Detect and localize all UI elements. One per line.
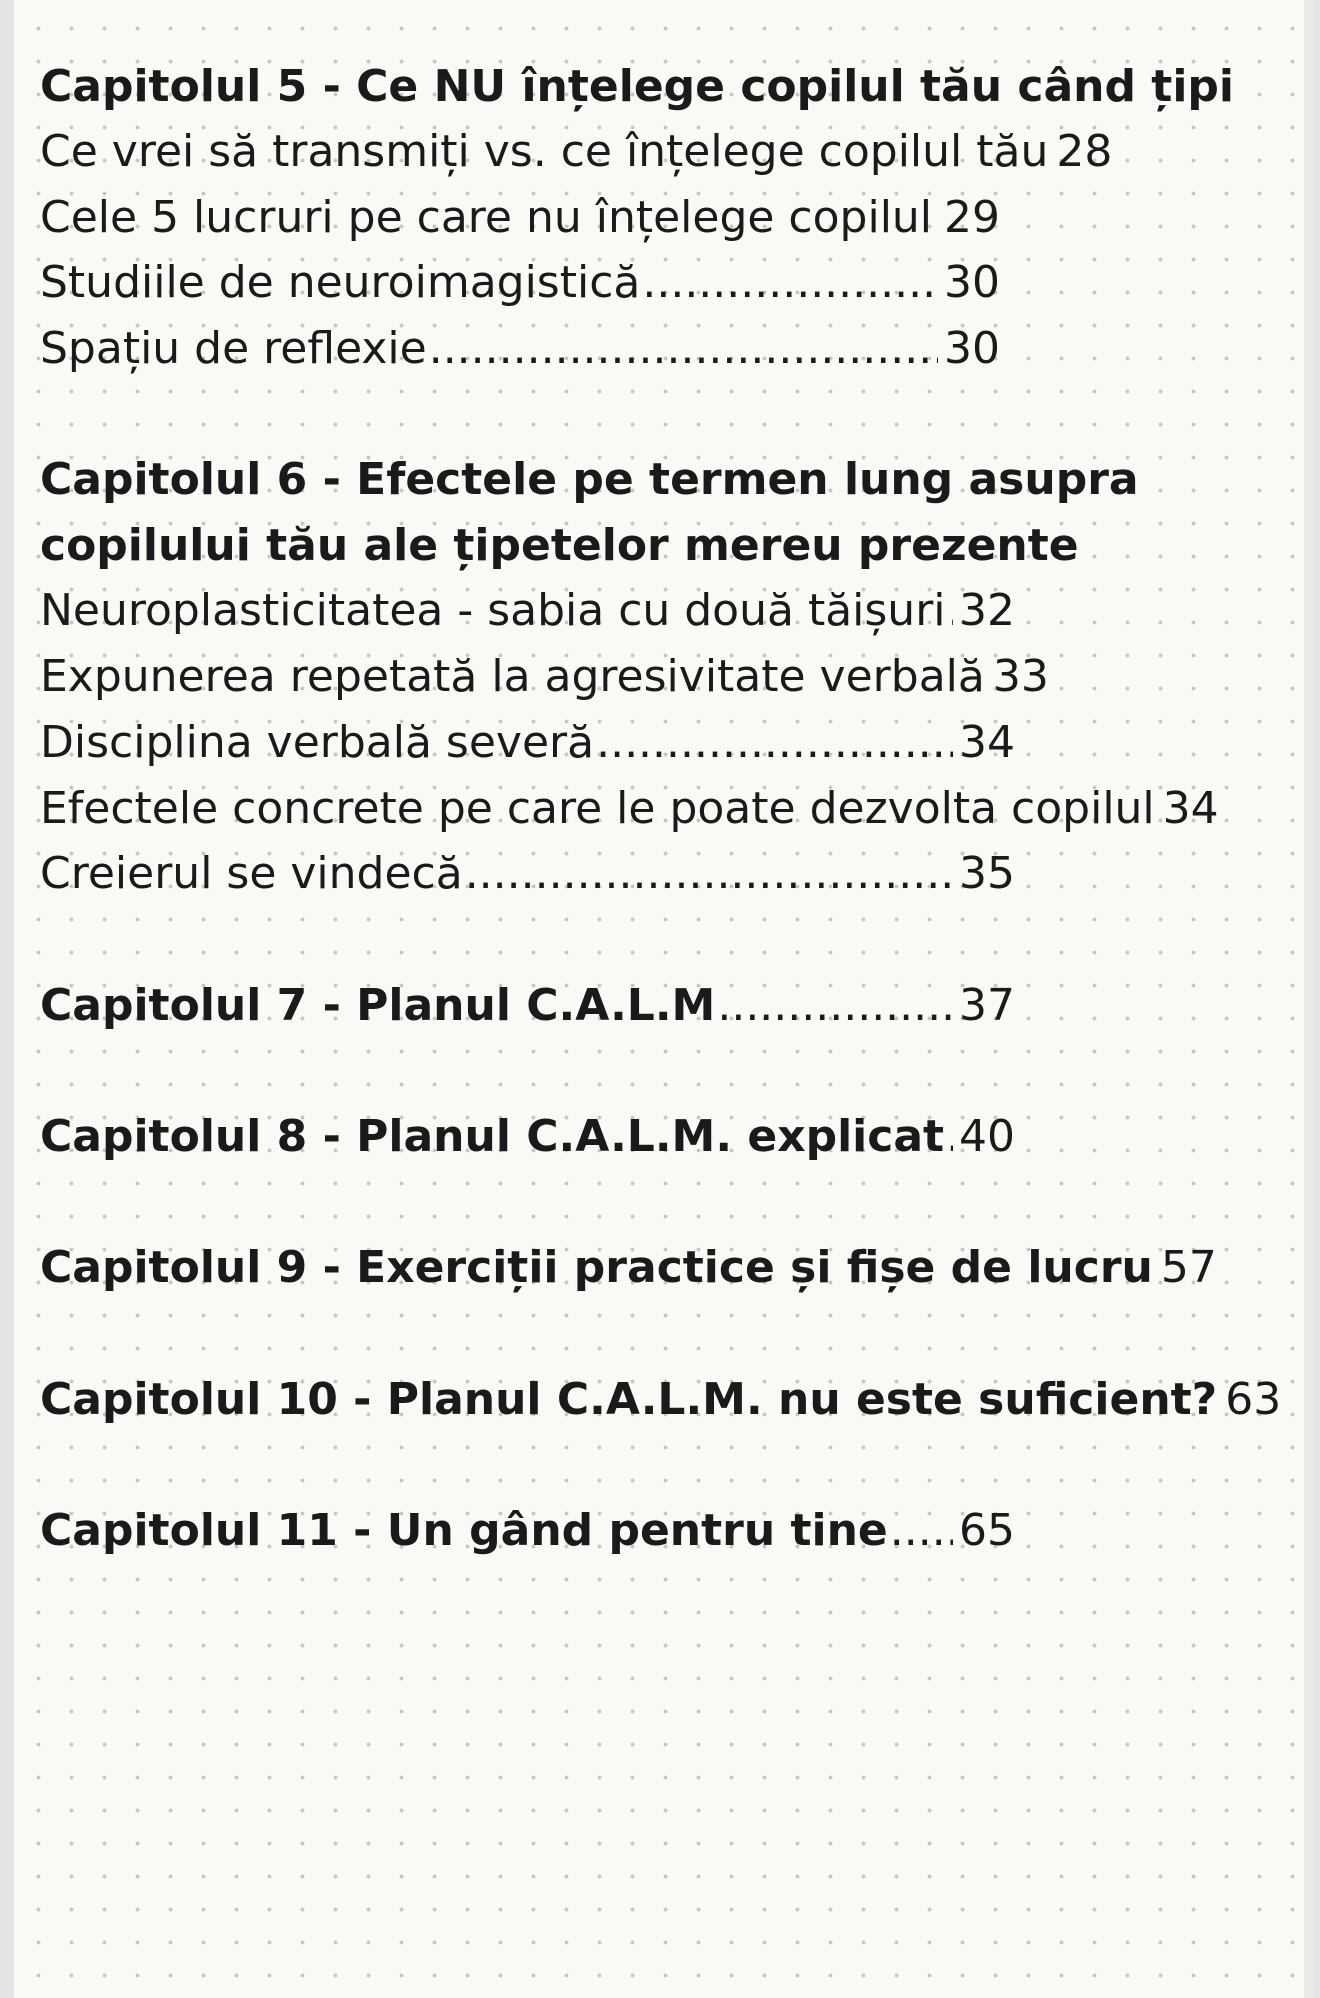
toc-entry-page: 32 — [959, 585, 1015, 636]
chapter-6-title-line1: Capitolul 6 - Efectele pe termen lung asupra — [40, 454, 1139, 505]
toc-entry-label: Expunerea repetată la agresivitate verbală — [40, 651, 985, 702]
toc-entry-page: 40 — [959, 1111, 1015, 1162]
toc-entry-page: 35 — [959, 848, 1015, 899]
toc-entry-page: 29 — [944, 192, 1000, 243]
toc-entry-page: 65 — [959, 1505, 1015, 1556]
chapter-8-entry — [40, 1104, 1015, 1170]
toc-entry-page: 30 — [944, 323, 1000, 374]
dot-leader — [934, 185, 938, 251]
page-edge — [1304, 0, 1314, 1998]
toc-entry-label: Neuroplasticitatea - sabia cu două tăișuri — [40, 585, 946, 636]
toc-entry-label: Capitolul 10 - Planul C.A.L.M. nu este suficient? — [40, 1374, 1218, 1425]
toc-entry-label: Studiile de neuroimagistică — [40, 257, 641, 308]
toc-entry — [40, 119, 1113, 185]
toc-entry-page: 28 — [1056, 126, 1113, 177]
toc-entry-page: 34 — [1162, 783, 1219, 834]
dot-leader — [429, 316, 938, 382]
dot-leader — [948, 578, 953, 644]
chapter-5-title: Capitolul 5 - Ce NU înțelege copilul tău când țipi — [40, 61, 1234, 112]
toc-entry-label: Creierul se vindecă — [40, 848, 463, 899]
toc-entry-page: 63 — [1225, 1374, 1282, 1425]
chapter-10-entry — [40, 1367, 1282, 1433]
toc-entry-label: Capitolul 11 - Un gând pentru tine — [40, 1505, 888, 1556]
toc-entry-label: Efectele concrete pe care le poate dezvolta copilul — [40, 783, 1155, 834]
toc-entry — [40, 644, 1049, 710]
toc-entry — [40, 578, 1015, 644]
toc-entry — [40, 776, 1219, 842]
dot-leader — [465, 841, 953, 907]
toc-entry — [40, 316, 1000, 382]
dot-leader — [890, 1498, 953, 1564]
toc-entry-label: Spațiu de reflexie — [40, 323, 427, 374]
toc-entry-label: Capitolul 9 - Exerciții practice și fișe de lucru — [40, 1242, 1153, 1293]
toc-entry-label: Ce vrei să transmiți vs. ce înțelege copilul tău — [40, 126, 1049, 177]
dot-leader — [642, 250, 938, 316]
toc-entry — [40, 841, 1015, 907]
toc-entry — [40, 250, 1000, 316]
dot-leader — [596, 710, 953, 776]
toc-entry — [40, 185, 1000, 251]
chapter-6-title-line2: copilului tău ale țipetelor mereu prezente — [40, 520, 1079, 571]
toc-entry-page: 57 — [1160, 1242, 1217, 1293]
toc-entry-page: 30 — [944, 257, 1000, 308]
toc-entry-page: 34 — [959, 717, 1015, 768]
toc-entry-label: Disciplina verbală severă — [40, 717, 595, 768]
chapter-7-entry — [40, 973, 1015, 1039]
toc-entry-label: Capitolul 8 - Planul C.A.L.M. explicat — [40, 1111, 945, 1162]
chapter-11-entry — [40, 1498, 1015, 1564]
toc-entry-label: Cele 5 lucruri pe care nu înțelege copilul — [40, 192, 933, 243]
toc-entry-page: 37 — [959, 980, 1015, 1031]
toc-entry — [40, 710, 1015, 776]
toc-entry-page: 33 — [992, 651, 1049, 702]
chapter-9-entry — [40, 1235, 1217, 1301]
dot-leader — [946, 1104, 953, 1170]
toc-entry-label: Capitolul 7 - Planul C.A.L.M — [40, 980, 716, 1031]
dot-leader — [717, 973, 953, 1039]
toc-page — [14, 0, 1314, 1998]
